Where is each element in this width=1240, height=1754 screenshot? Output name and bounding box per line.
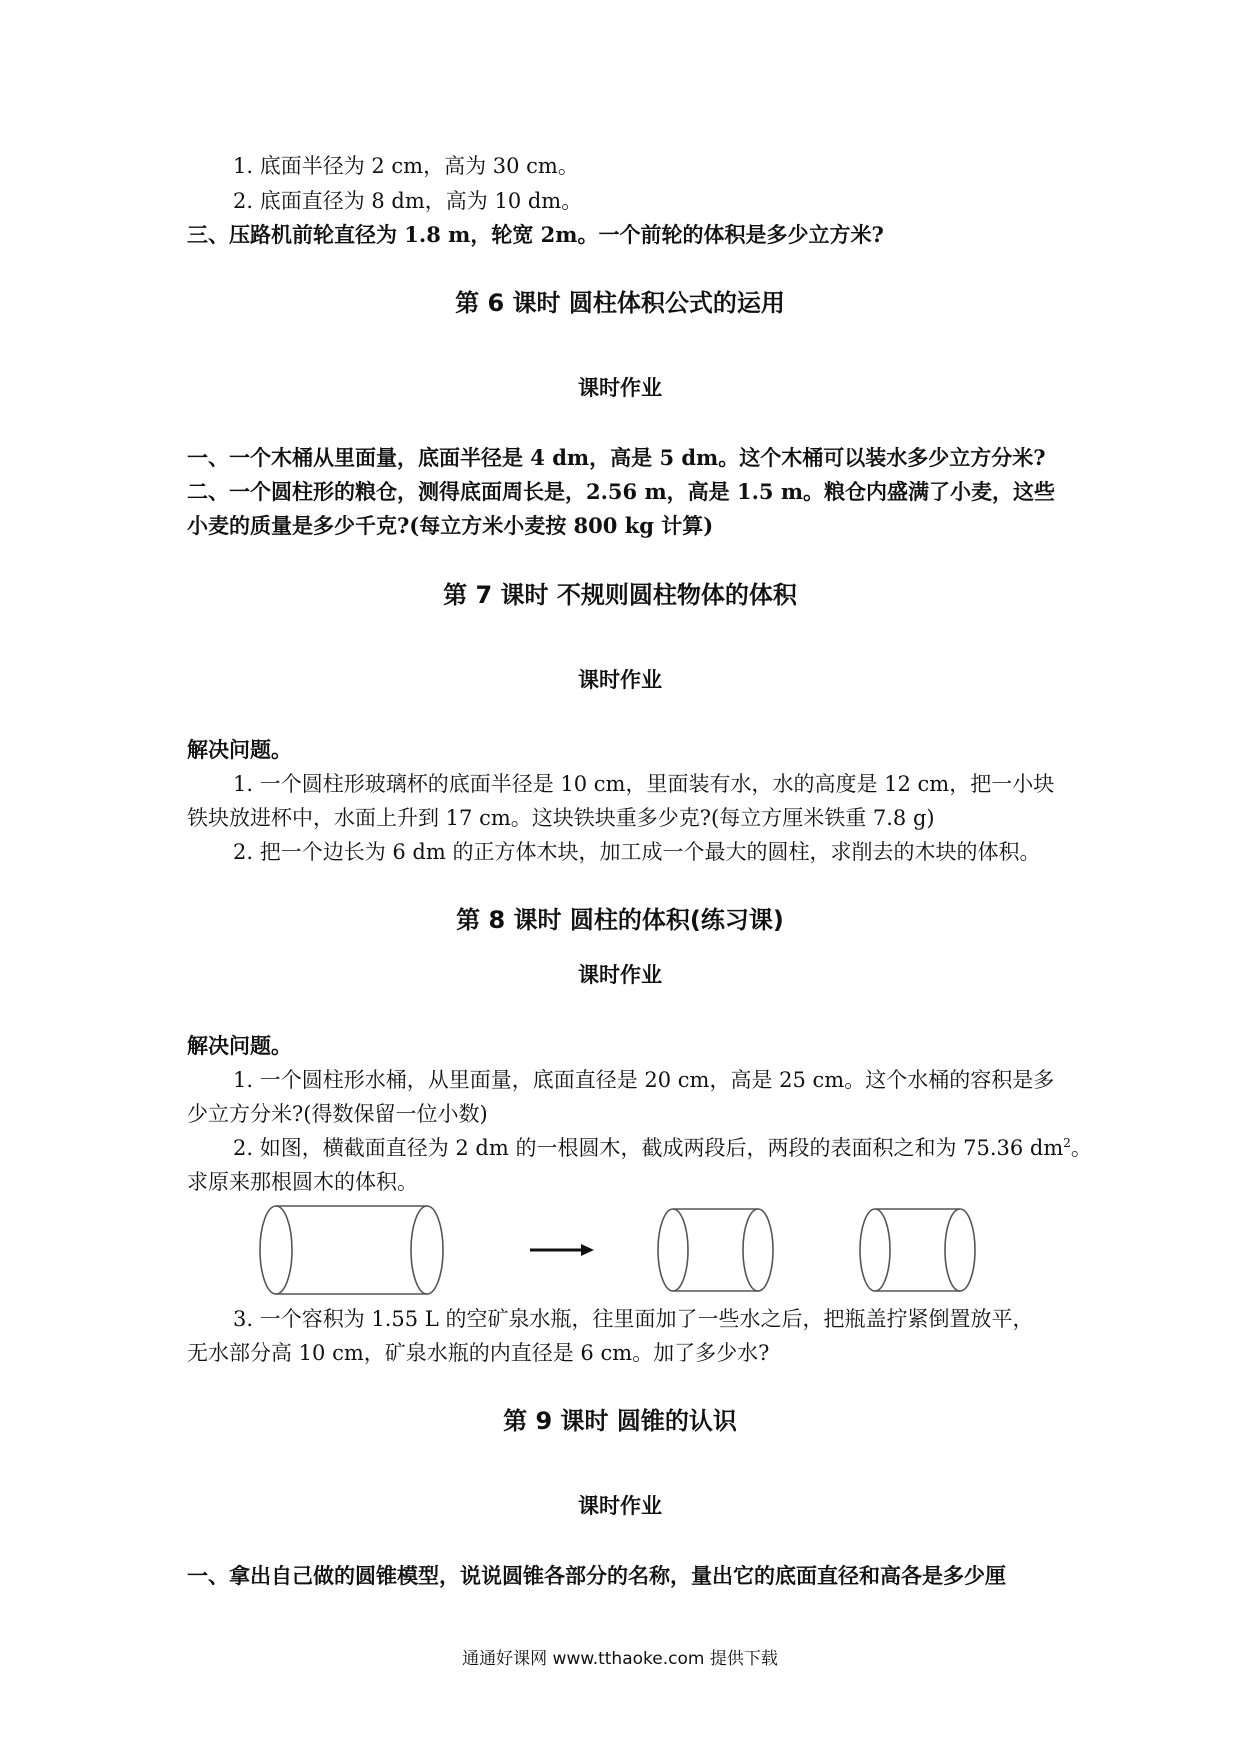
- lesson-8-problem-2-line-2: 求原来那根圆木的体积。: [187, 1170, 418, 1194]
- arrow-icon: [530, 1244, 594, 1256]
- lesson-8-problem-3-line-1: 3. 一个容积为 1.55 L 的空矿泉水瓶，往里面加了一些水之后，把瓶盖拧紧倒置放平，: [233, 1307, 1034, 1331]
- lesson-7-title: 第 7 课时 不规则圆柱物体的体积: [443, 581, 797, 609]
- lesson-6-title: 第 6 课时 圆柱体积公式的运用: [455, 289, 785, 317]
- lesson-8-problem-2-period: 。: [1070, 1136, 1092, 1160]
- lesson-8-problem-1-line-1: 1. 一个圆柱形水桶，从里面量，底面直径是 20 cm，高是 25 cm。这个水桶的容积是多: [233, 1068, 1055, 1092]
- cut-log-piece-1: [658, 1209, 773, 1291]
- question-3: 三、压路机前轮直径为 1.8 m，轮宽 2m。一个前轮的体积是多少立方米?: [187, 222, 884, 247]
- lesson-9-question-1: 一、拿出自己做的圆锥模型，说说圆锥各部分的名称，量出它的底面直径和高各是多少厘: [187, 1563, 1006, 1588]
- lesson-6-question-2-line-1: 二、一个圆柱形的粮仓，测得底面周长是，2.56 m，高是 1.5 m。粮仓内盛满了小麦，这些: [187, 479, 1056, 504]
- square-unit-superscript: 2: [1063, 1136, 1071, 1150]
- lesson-6-question-1: 一、一个木桶从里面量，底面半径是 4 dm，高是 5 dm。这个木桶可以装水多少立方分米?: [187, 445, 1046, 470]
- lesson-6-question-2-line-2: 小麦的质量是多少千克?(每立方米小麦按 800 kg 计算): [187, 513, 714, 538]
- log-cutting-figure: [255, 1200, 1015, 1300]
- lesson-7-subtitle: 课时作业: [578, 668, 662, 692]
- page-footer: 通通好课网 www.tthaoke.com 提供下载: [462, 1649, 778, 1669]
- lesson-9-title: 第 9 课时 圆锥的认识: [503, 1407, 737, 1435]
- lesson-8-problem-3-line-2: 无水部分高 10 cm，矿泉水瓶的内直径是 6 cm。加了多少水?: [187, 1341, 770, 1365]
- lesson-6-subtitle: 课时作业: [578, 376, 662, 400]
- lesson-8-problem-1-line-2: 少立方分米?(得数保留一位小数): [187, 1102, 488, 1126]
- lesson-7-section: 解决问题。: [187, 737, 292, 762]
- lesson-8-subtitle: 课时作业: [578, 963, 662, 987]
- item-2: 2. 底面直径为 8 dm，高为 10 dm。: [233, 189, 583, 213]
- lesson-8-section: 解决问题。: [187, 1033, 292, 1058]
- lesson-7-problem-1-line-2: 铁块放进杯中，水面上升到 17 cm。这块铁块重多少克?(每立方厘米铁重 7.8 g): [187, 806, 935, 830]
- lesson-8-title: 第 8 课时 圆柱的体积(练习课): [456, 906, 784, 934]
- cut-log-piece-2: [860, 1209, 975, 1291]
- lesson-8-problem-2-line-1: [233, 1133, 1092, 1163]
- lesson-7-problem-1-line-1: 1. 一个圆柱形玻璃杯的底面半径是 10 cm，里面装有水，水的高度是 12 cm，把一小块: [233, 772, 1055, 796]
- lesson-9-subtitle: 课时作业: [578, 1494, 662, 1518]
- whole-log-cylinder: [260, 1206, 443, 1294]
- lesson-8-problem-2-text: 2. 如图，横截面直径为 2 dm 的一根圆木，截成两段后，两段的表面积之和为 75.36 dm: [233, 1136, 1064, 1160]
- item-1: 1. 底面半径为 2 cm，高为 30 cm。: [233, 154, 579, 178]
- lesson-7-problem-2: 2. 把一个边长为 6 dm 的正方体木块，加工成一个最大的圆柱，求削去的木块的体积。: [233, 840, 1041, 864]
